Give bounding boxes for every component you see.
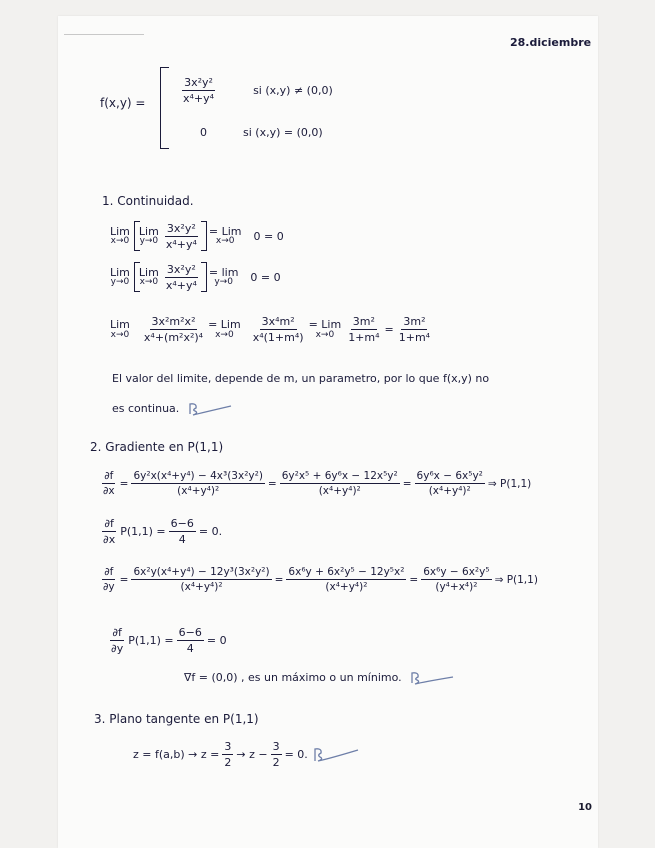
partial-denominator: ∂y	[111, 642, 124, 655]
lim-subscript: x→0	[315, 329, 335, 340]
fraction-numerator: 6x²y(x⁴+y⁴) − 12y³(3x²y²)	[133, 566, 270, 578]
dfdx-evaluation	[98, 517, 222, 546]
eval-point: P(1,1) =	[128, 634, 174, 647]
fraction-denominator: x⁴(1+m⁴)	[252, 331, 304, 344]
fraction-numerator: 3m²	[352, 315, 375, 328]
evaluate-arrow: ⇒ P(1,1)	[487, 477, 532, 490]
partial-denominator: ∂x	[103, 533, 116, 546]
fraction-denominator: (x⁴+y⁴)²	[428, 485, 471, 497]
fraction-denominator: 1+m⁴	[348, 331, 380, 344]
top-rule	[64, 34, 144, 35]
fraction-numerator: 6x⁶y − 6x²y⁵	[423, 566, 490, 578]
lim-subscript: x→0	[215, 329, 234, 340]
evaluate-arrow: ⇒ P(1,1)	[494, 573, 538, 586]
fraction-numerator: 6y⁶x − 6x⁵y²	[416, 470, 483, 482]
section2-title: 2. Gradiente en P(1,1)	[90, 440, 224, 454]
fraction-denominator: 4	[178, 533, 186, 546]
partial-numerator: ∂f	[104, 470, 114, 482]
fraction-denominator: x⁴+y⁴	[165, 237, 197, 251]
checkmark-scribble-icon	[312, 746, 360, 764]
lim-word: = Lim	[208, 224, 242, 238]
equals-sign: =	[384, 323, 394, 336]
fraction-denominator: 4	[186, 642, 194, 655]
continuity-line1	[110, 221, 284, 251]
dfdy-evaluation	[106, 626, 227, 655]
case1-denominator: x⁴+y⁴	[183, 92, 215, 105]
lim-subscript: x→0	[110, 329, 130, 340]
fraction-denominator: (x⁴+y⁴)²	[325, 581, 368, 593]
lim-word: Lim	[110, 265, 130, 279]
fraction-numerator: 6−6	[178, 626, 202, 639]
definition-case1	[178, 76, 333, 105]
fraction-denominator: 2	[272, 756, 280, 769]
fraction-numerator: 6y²x⁵ + 6y⁶x − 12x⁵y²	[281, 470, 398, 482]
gradient-result-row	[184, 670, 455, 686]
plane-eq-part-c: = 0.	[284, 748, 308, 761]
continuity-conclusion-2: es continua.	[112, 402, 180, 415]
fraction-denominator: x⁴+(m²x²)⁴	[143, 331, 204, 344]
lim-word: = Lim	[308, 318, 342, 331]
date-header: 28.diciembre	[510, 36, 592, 49]
fraction-numerator: 6−6	[170, 517, 194, 530]
limit-result: 0 = 0	[250, 270, 281, 284]
lim-subscript: y→0	[139, 236, 159, 247]
fraction-numerator: 3x⁴m²	[261, 315, 295, 328]
lim-word: Lim	[138, 224, 159, 238]
iterated-bracket	[134, 262, 207, 292]
lim-subscript: y→0	[214, 277, 233, 288]
dfdx-derivation: $\frac{\partial f}{\partial x}$ = $\frac{\text{6y²x(x⁴+y⁴) − 4x³(3x²y²)}}{\text{(x⁴+y⁴)²}}$ = $\frac{\text{6y²x⁵ + 6y⁶x − 12x⁵y²}}{\text{(x⁴+y⁴)²}}$ = $\frac{\text{6y⁶x − 6x⁵y²}}{\text{(x⁴+y⁴)²}}$ ⇒ P(1,1)	[103, 470, 532, 497]
partial-denominator: ∂y	[103, 581, 115, 593]
lim-word: Lim	[110, 318, 130, 331]
tangent-plane-equation	[133, 740, 360, 769]
function-name: f(x,y) =	[100, 96, 146, 110]
fraction-numerator: 3x²m²x²	[151, 315, 196, 328]
continuity-line2	[110, 262, 281, 292]
eval-result: = 0.	[198, 525, 223, 538]
fraction-numerator: 3m²	[403, 315, 426, 328]
lim-subscript: x→0	[139, 277, 159, 288]
fraction-denominator: (x⁴+y⁴)²	[177, 485, 220, 497]
continuity-conclusion-1: El valor del limite, depende de m, un parametro, por lo que f(x,y) no	[112, 372, 490, 385]
eval-point: P(1,1) =	[120, 525, 166, 538]
fraction-numerator: 3x²y²	[166, 262, 196, 276]
continuity-conclusion-2-row	[112, 401, 233, 417]
page-number: 10	[578, 802, 592, 813]
fraction-numerator: 3x²y²	[166, 221, 196, 235]
fraction-denominator: (x⁴+y⁴)²	[318, 485, 361, 497]
lim-word: = lim	[208, 265, 239, 279]
fraction-numerator: 6x⁶y + 6x²y⁵ − 12y⁵x²	[288, 566, 405, 578]
case1-condition: si (x,y) ≠ (0,0)	[253, 84, 333, 97]
plane-eq-part-b: → z −	[236, 748, 268, 761]
partial-numerator: ∂f	[104, 566, 114, 578]
fraction-numerator: 6y²x(x⁴+y⁴) − 4x³(3x²y²)	[133, 470, 263, 482]
lim-word: = Lim	[208, 318, 241, 331]
lim-subscript: x→0	[110, 236, 130, 247]
fraction-denominator: x⁴+y⁴	[165, 278, 197, 292]
fraction-denominator: (y⁴+x⁴)²	[435, 581, 478, 593]
limit-result: 0 = 0	[253, 229, 284, 243]
fraction-denominator: (x⁴+y⁴)²	[180, 581, 223, 593]
fraction-numerator: 3	[272, 740, 280, 753]
definition-case2	[200, 126, 323, 139]
fraction-numerator: 3	[224, 740, 232, 753]
eval-result: = 0	[206, 634, 227, 647]
lim-word: Lim	[110, 224, 130, 238]
checkmark-scribble-icon	[187, 401, 233, 417]
fraction-denominator: 1+m⁴	[398, 331, 431, 344]
plane-eq-part-a: z = f(a,b) → z =	[133, 748, 220, 761]
partial-numerator: ∂f	[112, 626, 122, 639]
case1-numerator: 3x²y²	[184, 76, 213, 89]
partial-denominator: ∂x	[103, 485, 115, 497]
iterated-bracket	[134, 221, 207, 251]
lim-subscript: y→0	[110, 277, 130, 288]
piecewise-brace	[160, 67, 169, 149]
case2-condition: si (x,y) = (0,0)	[243, 126, 323, 139]
case2-value: 0	[200, 126, 207, 139]
gradient-result: ∇f = (0,0) , es un máximo o un mínimo.	[184, 671, 402, 684]
partial-numerator: ∂f	[104, 517, 114, 530]
lim-word: Lim	[138, 265, 159, 279]
section1-title: 1. Continuidad.	[102, 194, 194, 208]
lim-subscript: x→0	[215, 236, 235, 247]
checkmark-scribble-icon	[409, 670, 455, 686]
section3-title: 3. Plano tangente en P(1,1)	[94, 712, 259, 726]
continuity-line3	[110, 315, 435, 344]
dfdy-derivation: $\frac{\partial f}{\partial y}$ = $\frac{\text{6x²y(x⁴+y⁴) − 12y³(3x²y²)}}{\text{(x⁴+y⁴)²}}$ = $\frac{\text{6x⁶y + 6x²y⁵ − 12y⁵x²}}{\text{(x⁴+y⁴)²}}$ = $\frac{\text{6x⁶y − 6x²y⁵}}{\text{(y⁴+x⁴)²}}$ ⇒ P(1,1)	[103, 566, 538, 593]
fraction-denominator: 2	[224, 756, 232, 769]
